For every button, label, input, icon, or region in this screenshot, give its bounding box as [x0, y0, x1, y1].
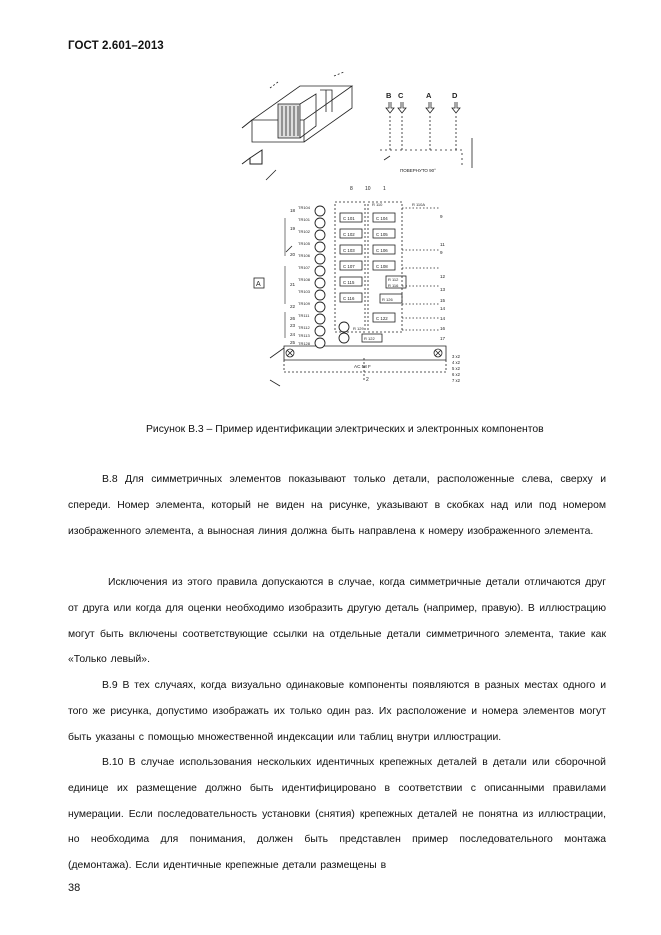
- multiplier-label: 3 x2: [452, 354, 460, 359]
- resistor-label: R 122: [364, 336, 375, 341]
- capacitor-label: C 102: [343, 232, 355, 237]
- right-number: 9: [440, 214, 443, 219]
- transistor-label: TR101: [298, 217, 311, 222]
- resistor-label: R 116: [388, 283, 399, 288]
- transistor-label: TR105: [298, 241, 311, 246]
- label-b: B: [386, 91, 392, 100]
- component-diagram: [240, 68, 480, 400]
- paragraph-b9: В.9 В тех случаях, когда визуально одинаковые компоненты появляются в разных местах одного и того же рисунка, допустимо изображать их только один раз. Их расположение и номера элементов могут быть указаны с помощью множественной индексации или таблиц внутри иллюстрации.: [68, 680, 606, 743]
- right-number: 16: [440, 326, 446, 331]
- column-number: 1: [383, 186, 386, 192]
- transistor-label: TR104: [298, 205, 311, 210]
- right-number: 14: [440, 316, 446, 321]
- capacitor-label: C 105: [376, 232, 388, 237]
- capacitor-label: C 104: [376, 216, 388, 221]
- multiplier-label: 7 x2: [452, 378, 460, 383]
- transistor-label: TR113: [298, 333, 310, 338]
- label-d: D: [452, 91, 458, 100]
- resistor-label: R 129: [353, 326, 364, 331]
- transistor-label: TR108: [298, 277, 311, 282]
- right-number: 12: [440, 274, 446, 279]
- transistor-label: TR112: [298, 325, 310, 330]
- bottom-number: 2: [366, 377, 369, 383]
- capacitor-label: C 116: [343, 296, 355, 301]
- figure-caption: Рисунок В.3 – Пример идентификации электрических и электронных компонентов: [146, 424, 544, 435]
- capacitor-label: C 101: [343, 216, 355, 221]
- page-number: 38: [68, 882, 81, 894]
- right-number: 17: [440, 336, 446, 341]
- document-header: ГОСТ 2.601–2013: [68, 40, 164, 52]
- capacitor-label: C 122: [376, 316, 388, 321]
- multiplier-label: 5 x2: [452, 366, 460, 371]
- right-number: 11: [440, 242, 445, 247]
- paragraph-b8: В.8 Для симметричных элементов показывают только детали, расположенные слева, сверху и спереди. Номер элемента, который не виден на рисунке, указывают в скобках над или под номером изображенного элемента, а выносная линия должна быть направлена к номеру изображенного элемента.: [68, 474, 606, 537]
- capacitor-label: C 108: [376, 264, 388, 269]
- transistor-label: TR106: [298, 253, 311, 258]
- transistor-label: TR102: [298, 229, 311, 234]
- left-number: 23: [290, 323, 296, 328]
- right-number: 13: [440, 287, 446, 292]
- left-number: 21: [290, 282, 296, 287]
- transistor-label: TR109: [298, 301, 311, 306]
- resistor-label: R 110: [372, 202, 383, 207]
- left-number: 22: [290, 304, 296, 309]
- column-number: 8: [350, 186, 353, 192]
- transistor-label: TR111: [298, 313, 310, 318]
- left-number: 24: [290, 332, 296, 337]
- paragraph-b10: В.10 В случае использования нескольких идентичных крепежных деталей в детали или сборочной единице их размещение должно быть идентифицировано в соответствии с описанными правилами нумерации. Если последовательность установки (снятия) крепежных деталей не понятна из иллюстрации, но необходима для понимания, должен быть представлен пример последовательного монтажа (демонтажа). Если идентичные крепежные детали размещены в: [68, 757, 606, 872]
- board-label: AC 58 F: [354, 364, 371, 369]
- capacitor-label: C 103: [343, 248, 355, 253]
- left-number: 18: [290, 208, 296, 213]
- transistor-label: TR128: [298, 341, 311, 346]
- capacitor-label: C 115: [343, 280, 355, 285]
- left-number: 26: [290, 316, 296, 321]
- multiplier-label: 6 x2: [452, 372, 460, 377]
- label-c: C: [398, 91, 404, 100]
- resistor-label: R 112: [388, 277, 399, 282]
- paragraph-exceptions: Исключения из этого правила допускаются в случае, когда симметричные детали отличаются друг от друга или когда для оценки необходимо изобразить другую деталь (например, правую). В иллюстрацию могут быть включены соответствующие ссылки на отдельные детали симметричного элемента, такие как «Только левый».: [68, 577, 606, 666]
- capacitor-label: C 106: [376, 248, 388, 253]
- right-number: 15: [440, 298, 446, 303]
- multiplier-label: 4 x2: [452, 360, 460, 365]
- capacitor-label: C 107: [343, 264, 355, 269]
- resistor-label: R 126: [382, 297, 393, 302]
- left-number: 25: [290, 340, 296, 345]
- right-number: 9: [440, 250, 443, 255]
- panel-label: A: [256, 281, 261, 288]
- resistor-label: R 110A: [412, 202, 426, 207]
- transistor-label: TR103: [298, 289, 311, 294]
- figure-b3: [240, 68, 480, 400]
- left-number: 20: [290, 252, 296, 257]
- label-a: A: [426, 91, 432, 100]
- transistor-label: TR107: [298, 265, 311, 270]
- rotated-label: ПОВЕРНУТО 90°: [400, 168, 436, 173]
- column-number: 10: [365, 186, 371, 192]
- left-number: 19: [290, 226, 296, 231]
- right-number: 14: [440, 306, 446, 311]
